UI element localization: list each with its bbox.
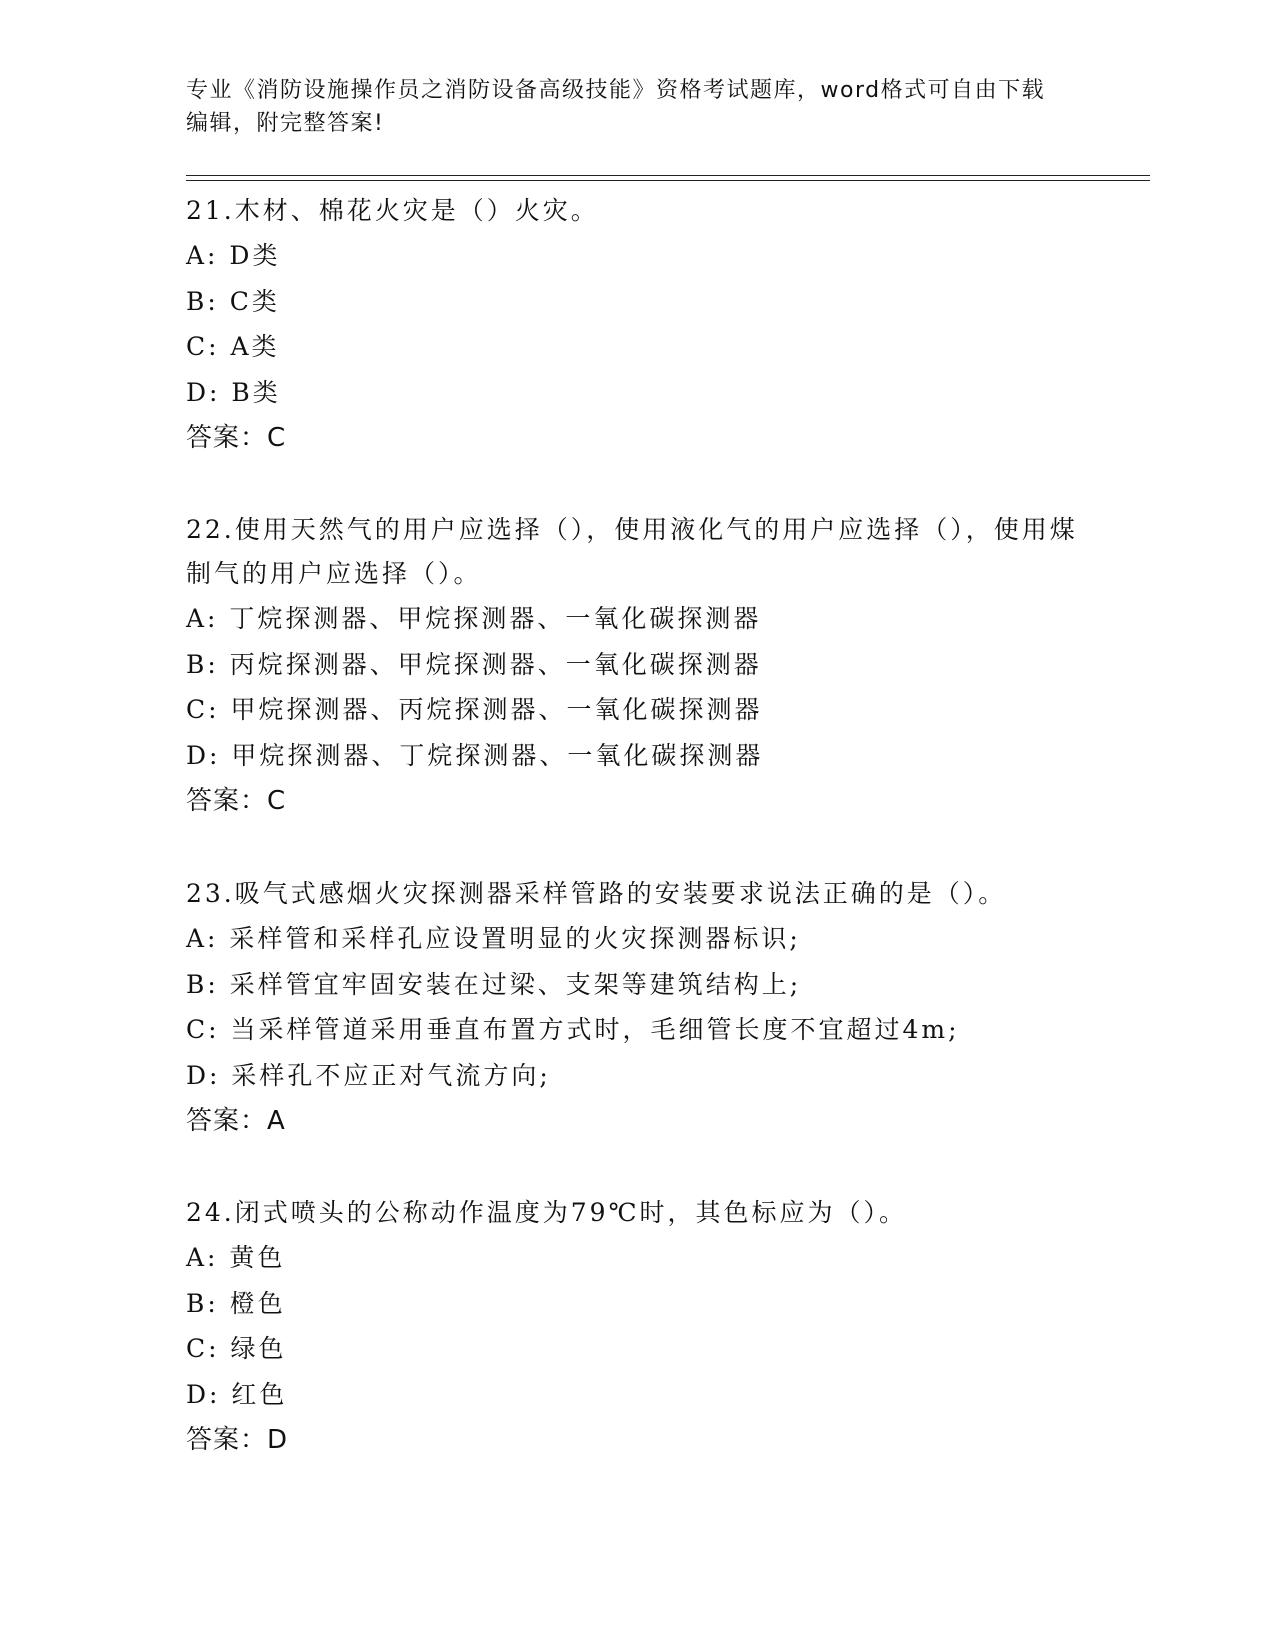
header-divider-bottom xyxy=(186,180,1150,181)
option-a: A: 黄色 xyxy=(186,1243,286,1272)
question-24 xyxy=(186,1191,1086,1463)
option-c: C: A类 xyxy=(186,332,280,361)
option-b: B: 采样管宜牢固安装在过梁、支架等建筑结构上; xyxy=(186,969,802,999)
document-intro: 专业《消防设施操作员之消防设备高级技能》资格考试题库，word格式可自由下载编辑，附完整答案! xyxy=(186,78,1046,136)
option-b: B: C类 xyxy=(186,286,280,316)
question-21 xyxy=(186,189,1086,461)
question-answer: 答案：C xyxy=(186,786,287,816)
option-d: D: 甲烷探测器、丁烷探测器、一氧化碳探测器 xyxy=(186,740,764,770)
question-stem: 21.木材、棉花火灾是（）火灾。 xyxy=(186,196,599,225)
option-a: A: D类 xyxy=(186,241,281,270)
question-answer: 答案：C xyxy=(186,423,287,453)
option-c: C: 当采样管道采用垂直布置方式时，毛细管长度不宜超过4m; xyxy=(186,1015,960,1044)
option-c: C: 甲烷探测器、丙烷探测器、一氧化碳探测器 xyxy=(186,695,763,724)
question-stem: 24.闭式喷头的公称动作温度为79℃时，其色标应为（）。 xyxy=(186,1198,908,1227)
option-a: A: 丁烷探测器、甲烷探测器、一氧化碳探测器 xyxy=(186,604,762,633)
question-23 xyxy=(186,872,1086,1144)
option-c: C: 绿色 xyxy=(186,1334,287,1363)
header-divider-top xyxy=(186,175,1150,176)
question-stem: 23.吸气式感烟火灾探测器采样管路的安装要求说法正确的是（）。 xyxy=(186,879,1007,908)
option-d: D: B类 xyxy=(186,377,281,407)
option-b: B: 丙烷探测器、甲烷探测器、一氧化碳探测器 xyxy=(186,649,762,679)
option-d: D: 红色 xyxy=(186,1379,288,1409)
option-d: D: 采样孔不应正对气流方向; xyxy=(186,1060,551,1090)
option-a: A: 采样管和采样孔应设置明显的火灾探测器标识; xyxy=(186,924,801,953)
question-stem: 22.使用天然气的用户应选择（），使用液化气的用户应选择（），使用煤制气的用户应选择（）。 xyxy=(186,515,1078,588)
option-b: B: 橙色 xyxy=(186,1288,286,1318)
question-answer: 答案：A xyxy=(186,1106,286,1136)
question-answer: 答案：D xyxy=(186,1425,289,1455)
question-22 xyxy=(186,508,1086,824)
